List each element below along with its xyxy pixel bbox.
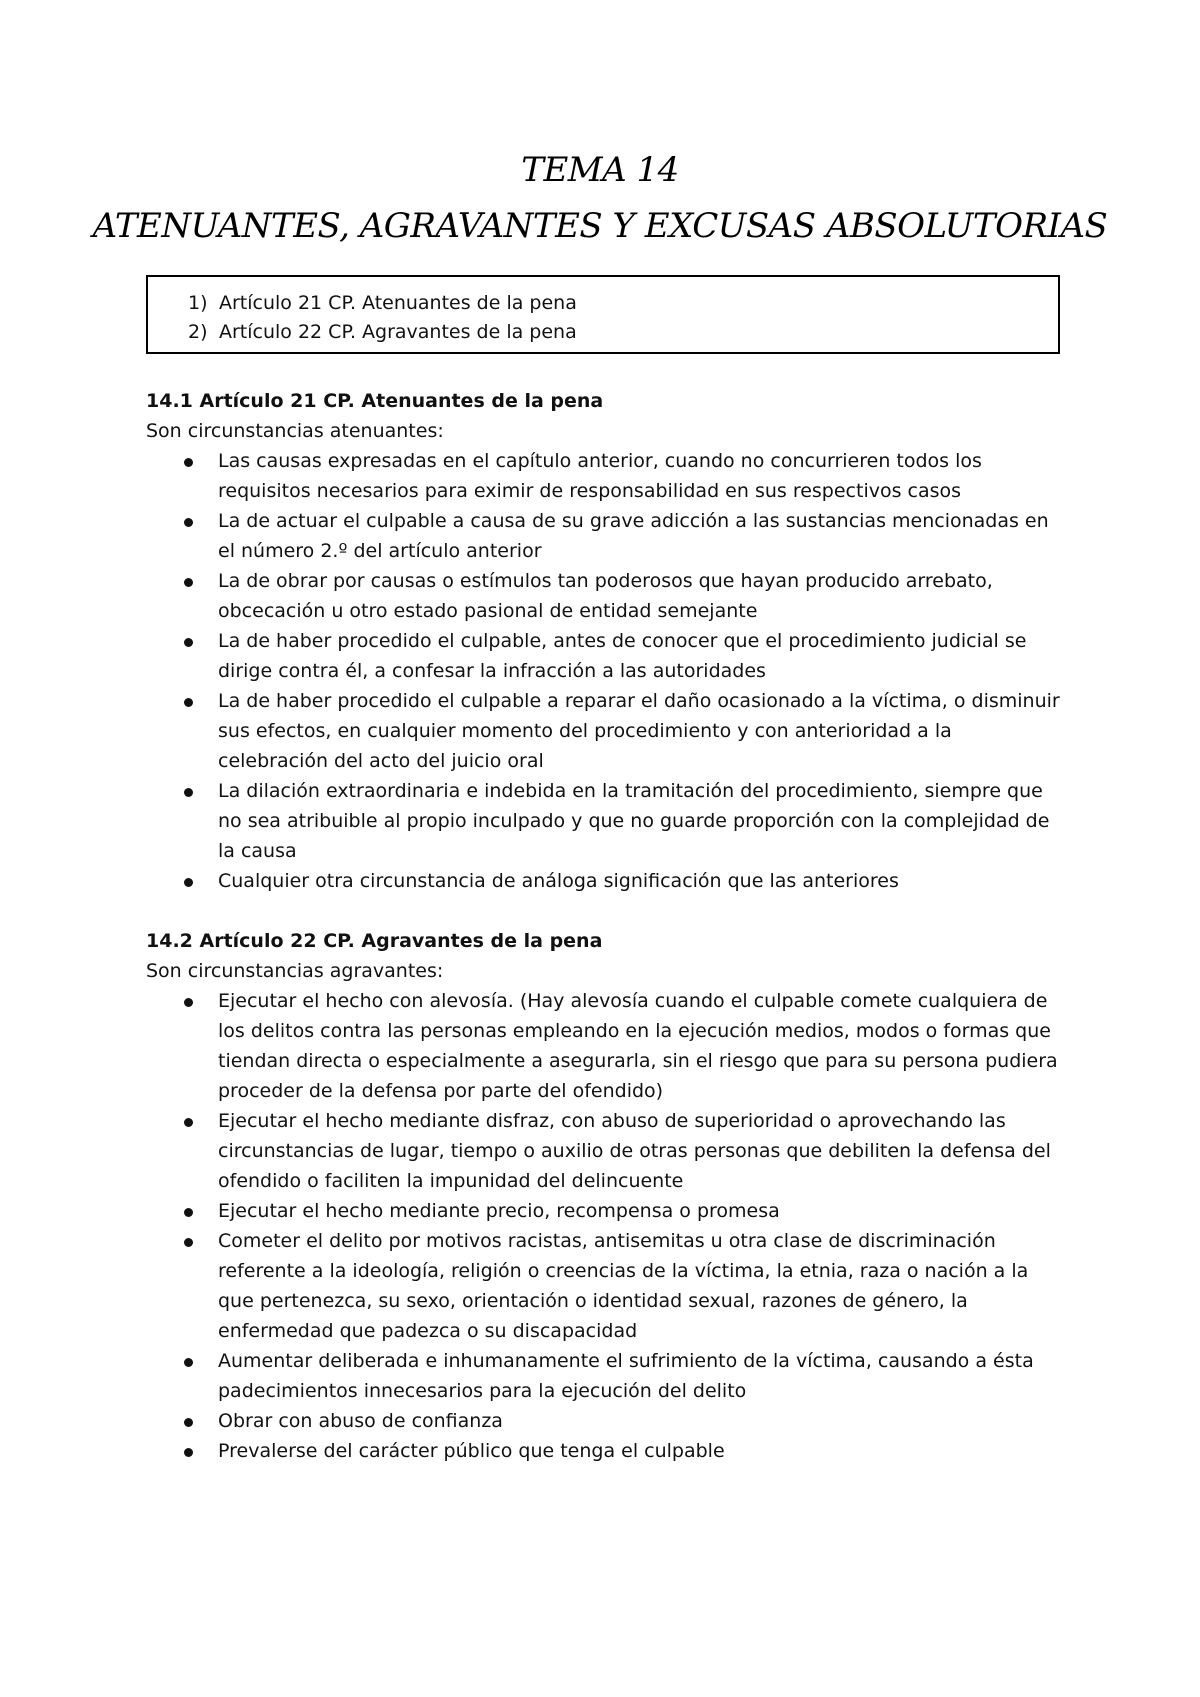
bullet-icon: [184, 638, 193, 647]
list-item: [146, 1436, 1066, 1466]
list-item: [146, 866, 1066, 896]
bullet-icon: [184, 1208, 193, 1217]
section-agravantes: [146, 926, 1066, 1466]
toc-item-number: 2): [188, 321, 208, 343]
list-item: [146, 446, 1066, 506]
list-item-text: Cualquier otra circunstancia de análoga significación que las anteriores: [218, 870, 899, 892]
toc-item-text: Artículo 22 CP. Agravantes de la pena: [219, 321, 577, 343]
document-title: [0, 142, 1200, 254]
bullet-icon: [184, 698, 193, 707]
bullet-icon: [184, 578, 193, 587]
list-item-text: Las causas expresadas en el capítulo anterior, cuando no concurrieren todos los requisitos necesarios para eximir de responsabilidad en sus respectivos casos: [218, 450, 982, 502]
bullet-icon: [184, 518, 193, 527]
list-item-text: La de actuar el culpable a causa de su grave adicción a las sustancias mencionadas en el número 2.º del artículo anterior: [218, 510, 1049, 562]
section-heading: 14.1 Artículo 21 CP. Atenuantes de la pena: [146, 390, 604, 412]
bullet-icon: [184, 788, 193, 797]
table-of-contents: [146, 275, 1060, 354]
list-item-text: La de obrar por causas o estímulos tan poderosos que hayan producido arrebato, obcecación u otro estado pasional de entidad semejante: [218, 570, 993, 622]
bullet-icon: [184, 998, 193, 1007]
list-item: [146, 686, 1066, 776]
bullet-icon: [184, 1418, 193, 1427]
list-item: [146, 1196, 1066, 1226]
list-item-text: Obrar con abuso de confianza: [218, 1410, 503, 1432]
bullet-icon: [184, 458, 193, 467]
list-item: [146, 1406, 1066, 1436]
bullet-list: [146, 986, 1066, 1466]
list-item-text: La de haber procedido el culpable, antes de conocer que el procedimiento judicial se dirige contra él, a confesar la infracción a las autoridades: [218, 630, 1027, 682]
list-item-text: La de haber procedido el culpable a reparar el daño ocasionado a la víctima, o disminuir sus efectos, en cualquier momento del procedimiento y con anterioridad a la celebración del acto del juicio oral: [218, 690, 1060, 772]
list-item: [146, 1346, 1066, 1406]
bullet-icon: [184, 878, 193, 887]
section-spacer: [146, 896, 1066, 926]
title-line-1: TEMA 14: [521, 150, 679, 190]
toc-item: [188, 289, 577, 318]
bullet-list: [146, 446, 1066, 896]
section-heading: 14.2 Artículo 22 CP. Agravantes de la pena: [146, 930, 603, 952]
title-line-2: ATENUANTES, AGRAVANTES Y EXCUSAS ABSOLUTORIAS: [92, 206, 1108, 246]
list-item-text: Cometer el delito por motivos racistas, antisemitas u otra clase de discriminación referente a la ideología, religión o creencias de la víctima, la etnia, raza o nación a la que pertenezca, su sexo, orientación o identidad sexual, razones de género, la enfermedad que padezca o su discapacidad: [218, 1230, 1029, 1342]
document-body: [146, 386, 1066, 1466]
toc-item-number: 1): [188, 292, 208, 314]
section-intro: Son circunstancias atenuantes:: [146, 420, 444, 442]
section-intro: Son circunstancias agravantes:: [146, 960, 444, 982]
list-item-text: La dilación extraordinaria e indebida en la tramitación del procedimiento, siempre que no sea atribuible al propio inculpado y que no guarde proporción con la complejidad de la causa: [218, 780, 1050, 862]
list-item: [146, 506, 1066, 566]
list-item: [146, 776, 1066, 866]
toc-item: [188, 318, 577, 347]
toc-list: [188, 289, 577, 347]
bullet-icon: [184, 1118, 193, 1127]
list-item-text: Aumentar deliberada e inhumanamente el sufrimiento de la víctima, causando a ésta padecimientos innecesarios para la ejecución del delito: [218, 1350, 1034, 1402]
list-item: [146, 1106, 1066, 1196]
list-item-text: Ejecutar el hecho con alevosía. (Hay alevosía cuando el culpable comete cualquiera de los delitos contra las personas empleando en la ejecución medios, modos o formas que tiendan directa o especialmente a asegurarla, sin el riesgo que para su persona pudiera proceder de la defensa por parte del ofendido): [218, 990, 1058, 1102]
list-item-text: Ejecutar el hecho mediante disfraz, con abuso de superioridad o aprovechando las circunstancias de lugar, tiempo o auxilio de otras personas que debiliten la defensa del ofendido o faciliten la impunidad del delincuente: [218, 1110, 1051, 1192]
list-item: [146, 1226, 1066, 1346]
list-item: [146, 626, 1066, 686]
section-atenuantes: [146, 386, 1066, 896]
list-item-text: Ejecutar el hecho mediante precio, recompensa o promesa: [218, 1200, 780, 1222]
list-item-text: Prevalerse del carácter público que tenga el culpable: [218, 1440, 725, 1462]
list-item: [146, 986, 1066, 1106]
list-item: [146, 566, 1066, 626]
bullet-icon: [184, 1358, 193, 1367]
bullet-icon: [184, 1448, 193, 1457]
toc-item-text: Artículo 21 CP. Atenuantes de la pena: [219, 292, 577, 314]
bullet-icon: [184, 1238, 193, 1247]
